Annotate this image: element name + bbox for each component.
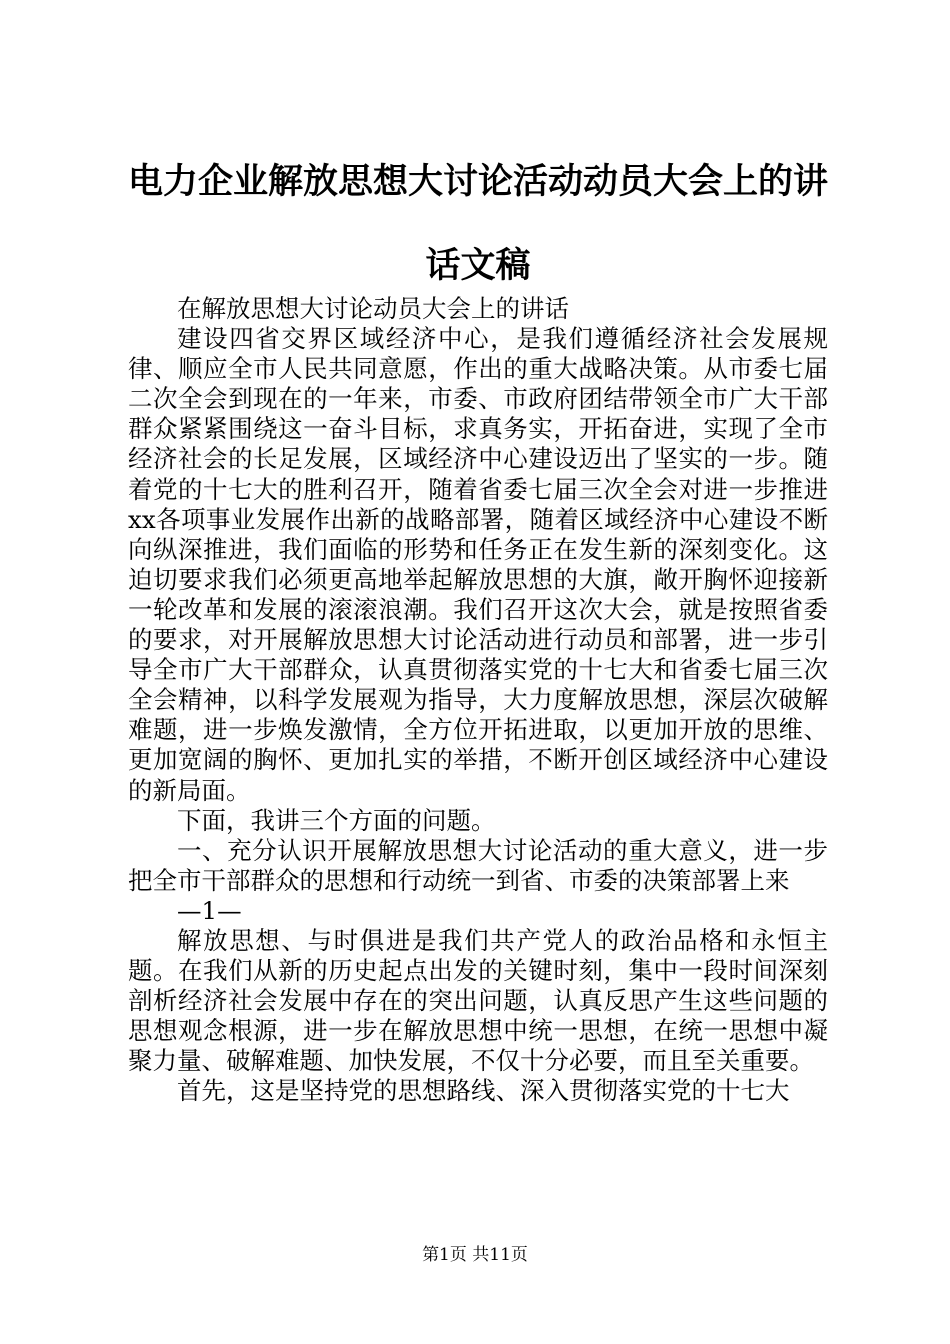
document-title-line-2: 话文稿 [425, 245, 531, 286]
body-paragraph: 首先，这是坚持党的思想路线、深入贯彻落实党的十七大 [177, 1076, 790, 1106]
document-title-line-1: 电力企业解放思想大讨论活动动员大会上的讲 [127, 161, 828, 202]
body-paragraph: 下面，我讲三个方面的问题。 [177, 805, 496, 835]
body-paragraph: 在解放思想大讨论动员大会上的讲话 [177, 294, 569, 323]
page-footer: 第1页 共11页 [422, 1245, 528, 1265]
page-number-mark: —1— [177, 895, 242, 925]
section-heading: 一、充分认识开展解放思想大讨论活动的重大意义，进一步把全市干部群众的思想和行动统一到省、市委的决策部署上来 [128, 835, 828, 895]
body-paragraph: 解放思想、与时俱进是我们共产党人的政治品格和永恒主题。在我们从新的历史起点出发的关键时刻，集中一段时间深刻剖析经济社会发展中存在的突出问题，认真反思产生这些问题的思想观念根源，进一步在解放思想中统一思想，在统一思想中凝聚力量、破解难题、加快发展，不仅十分必要，而且至关重要。 [128, 925, 828, 1076]
body-paragraph: 建设四省交界区域经济中心，是我们遵循经济社会发展规律、顺应全市人民共同意愿，作出的重大战略决策。从市委七届二次全会到现在的一年来，市委、市政府团结带领全市广大干部群众紧紧围绕这一奋斗目标，求真务实，开拓奋进，实现了全市经济社会的长足发展，区域经济中心建设迈出了坚实的一步。随着党的十七大的胜利召开，随着省委七届三次全会对进一步推进xx各项事业发展作出新的战略部署，随着区域经济中心建设不断向纵深推进，我们面临的形势和任务正在发生新的深刻变化。这迫切要求我们必须更高地举起解放思想的大旗，敞开胸怀迎接新一轮改革和发展的滚滚浪潮。我们召开这次大会，就是按照省委的要求，对开展解放思想大讨论活动进行动员和部署，进一步引导全市广大干部群众，认真贯彻落实党的十七大和省委七届三次全会精神，以科学发展观为指导，大力度解放思想，深层次破解难题，进一步焕发激情，全方位开拓进取，以更加开放的思维、更加宽阔的胸怀、更加扎实的举措，不断开创区域经济中心建设的新局面。 [128, 324, 828, 805]
document-body [128, 294, 828, 1107]
